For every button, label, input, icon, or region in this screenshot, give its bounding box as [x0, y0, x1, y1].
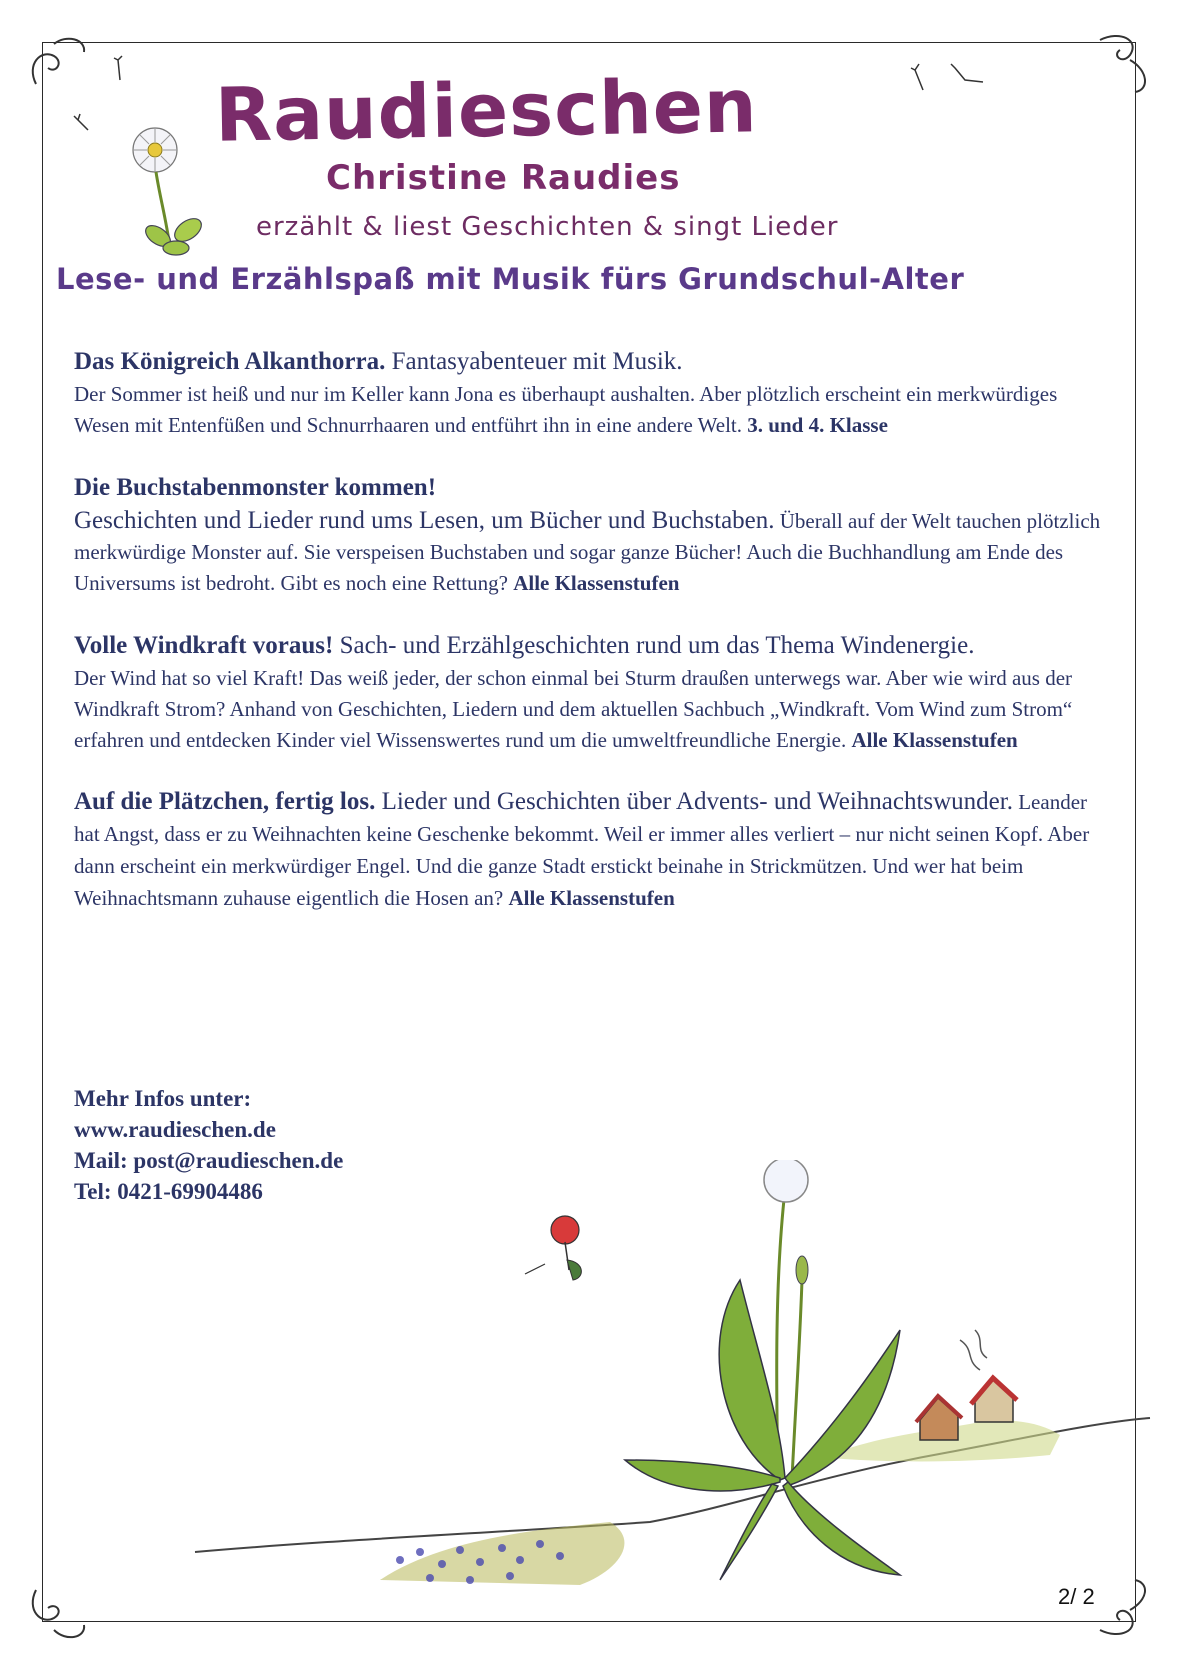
- tagline: erzählt & liest Geschichten & singt Lieder: [256, 212, 839, 242]
- contact-label: Mehr Infos unter:: [74, 1086, 252, 1111]
- author-name: Christine Raudies: [326, 158, 681, 198]
- program-item: [74, 786, 1104, 914]
- program-title: Auf die Plätzchen, fertig los.: [74, 788, 376, 815]
- grade-level: Alle Klassenstufen: [508, 886, 675, 910]
- program-subtitle: Lieder und Geschichten über Advents- und Weihnachtswunder.: [375, 788, 1013, 815]
- program-title: Die Buchstabenmonster kommen!: [74, 474, 437, 501]
- grade-level: Alle Klassenstufen: [851, 728, 1018, 752]
- program-subtitle: Sach- und Erzählgeschichten rund um das Thema Windenergie.: [333, 632, 975, 659]
- dandelion-seeds-doodle: [68, 50, 168, 140]
- program-description: Überall auf der Welt tauchen plötzlich merkwürdige Monster auf. Sie verspeisen Buchstaben und sogar ganze Bücher! Auch die Buchhandlung am Ende des Universums ist bedroht. Gibt es noch eine Rettung?: [74, 509, 1101, 595]
- program-list: [74, 345, 1104, 944]
- email-link[interactable]: Mail: post@raudieschen.de: [74, 1148, 344, 1173]
- grade-level: Alle Klassenstufen: [513, 571, 680, 595]
- program-title: Volle Windkraft voraus!: [74, 632, 334, 659]
- program-item: [74, 345, 1104, 441]
- page-headline: Lese- und Erzählspaß mit Musik fürs Grundschul-Alter: [56, 262, 965, 296]
- page-number: 2/ 2: [1058, 1584, 1095, 1609]
- program-item: [74, 629, 1104, 756]
- program-subtitle: Fantasyabenteuer mit Musik.: [385, 348, 683, 375]
- corner-flourish-top-right: [1090, 30, 1160, 100]
- program-description: Der Wind hat so viel Kraft! Das weiß jeder, der schon einmal bei Sturm draußen unterwegs war. Aber wie wird aus der Windkraft Strom? Anhand von Geschichten, Liedern und dem aktuellen Sachbuch „Windkraft. Vom Wind zum Strom“ erfahren und entdecken Kinder viel Wissenswertes rund um die umweltfreundliche Energie.: [74, 666, 1073, 752]
- program-title: Das Königreich Alkanthorra.: [74, 348, 386, 375]
- grade-level: 3. und 4. Klasse: [747, 413, 888, 437]
- logo-title: Raudieschen: [214, 63, 759, 159]
- program-description: Leander hat Angst, dass er zu Weihnachten keine Geschenke bekommt. Weil er immer alles verliert – nur nicht seinen Kopf. Aber dann erscheint ein merkwürdiger Engel. Und die ganze Stadt erstickt beinahe in Strickmützen. Und wer hat beim Weihnachtsmann zuhause eigentlich die Hosen an?: [74, 790, 1090, 910]
- phone-number: Tel: 0421-69904486: [74, 1179, 263, 1204]
- program-description: Der Sommer ist heiß und nur im Keller kann Jona es überhaupt aushalten. Aber plötzlich erscheint ein merkwürdiges Wesen mit Entenfüßen und Schnurrhaaren und entführt ihn in eine andere Welt.: [74, 382, 1058, 437]
- website-link[interactable]: www.raudieschen.de: [74, 1117, 276, 1142]
- program-item: [74, 471, 1104, 599]
- program-subtitle: Geschichten und Lieder rund ums Lesen, um Bücher und Buchstaben.: [74, 507, 775, 534]
- corner-flourish-bottom-left: [26, 1580, 96, 1650]
- meadow-illustration: [180, 1160, 1160, 1600]
- dandelion-seeds-doodle-right: [905, 60, 995, 110]
